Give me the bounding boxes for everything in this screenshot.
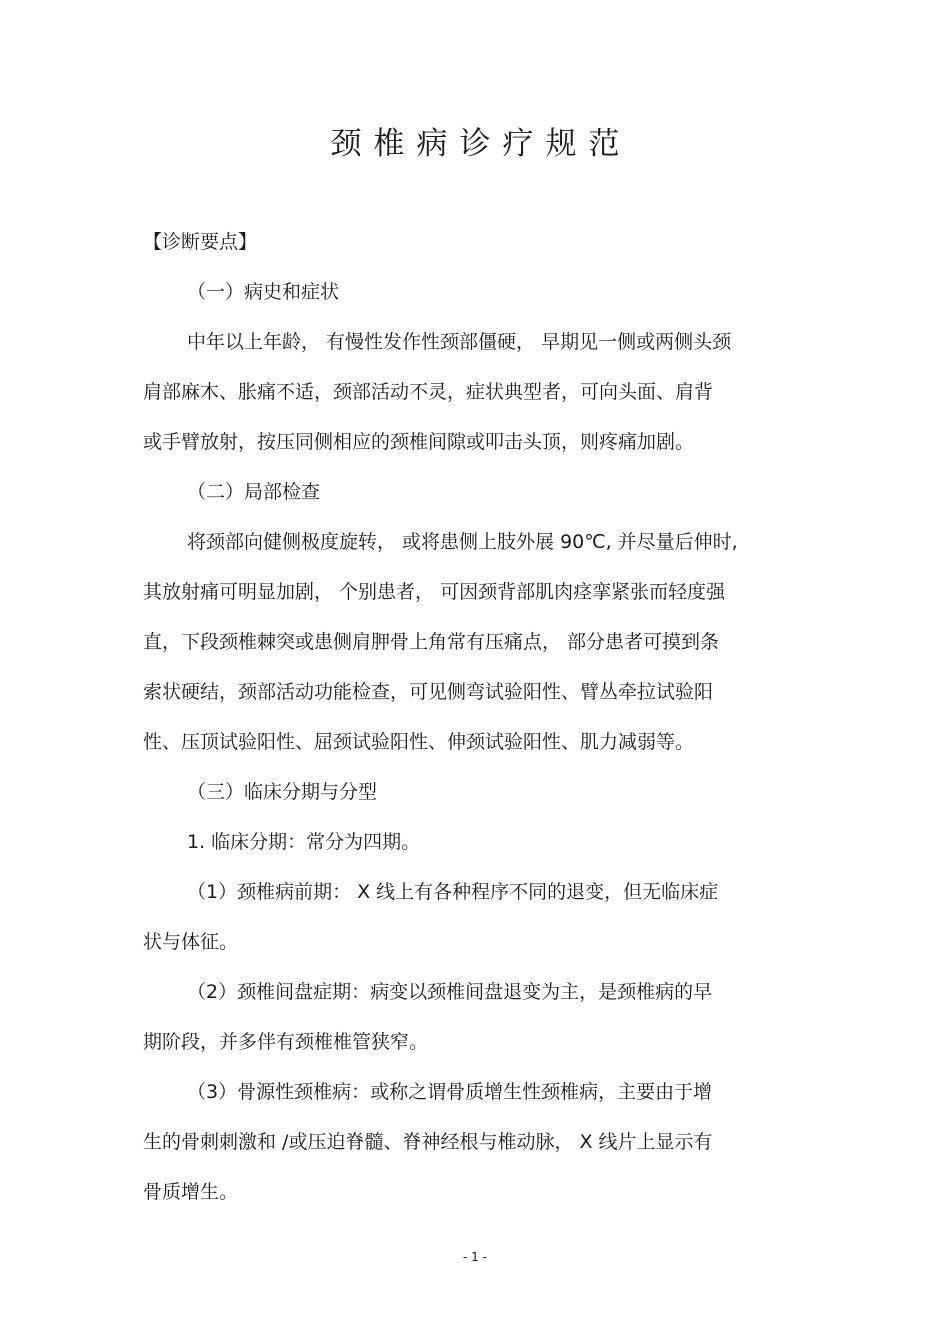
document-title: 颈椎病诊疗规范	[330, 126, 632, 162]
paragraph-line: 期阶段，并多伴有颈椎椎管狭窄。	[143, 1031, 429, 1053]
paragraph-line: （3）骨源性颈椎病：或称之谓骨质增生性颈椎病，主要由于增	[187, 1081, 713, 1103]
paragraph-line: 生的骨刺刺激和 /或压迫脊髓、脊神经根与椎动脉， X 线片上显示有	[143, 1131, 713, 1153]
paragraph-line: 骨质增生。	[143, 1181, 239, 1203]
section-heading-diagnosis: 【诊断要点】	[143, 231, 258, 253]
paragraph-line: 性、压顶试验阳性、屈颈试验阳性、伸颈试验阳性、肌力减弱等。	[143, 731, 695, 753]
subsection-heading-staging: （三）临床分期与分型	[187, 781, 378, 803]
staging-intro: 1. 临床分期：常分为四期。	[187, 831, 421, 853]
paragraph-line: 其放射痛可明显加剧， 个别患者， 可因颈背部肌肉痉挛紧张而轻度强	[143, 581, 726, 603]
paragraph-line: 肩部麻木、胀痛不适，颈部活动不灵，症状典型者，可向头面、肩背	[143, 381, 714, 403]
paragraph-line: 直，下段颈椎棘突或患侧肩胛骨上角常有压痛点， 部分患者可摸到条	[143, 631, 720, 653]
paragraph-line: 索状硬结，颈部活动功能检查，可见侧弯试验阳性、臂丛牵拉试验阳	[143, 681, 714, 703]
paragraph-line: 中年以上年龄， 有慢性发作性颈部僵硬， 早期见一侧或两侧头颈	[187, 331, 732, 353]
paragraph-line: 或手臂放射，按压同侧相应的颈椎间隙或叩击头顶，则疼痛加剧。	[143, 431, 695, 453]
page-number: - 1 -	[463, 1250, 487, 1264]
paragraph-line: （2）颈椎间盘症期：病变以颈椎间盘退变为主，是颈椎病的早	[187, 981, 713, 1003]
paragraph-line: （1）颈椎病前期： X 线上有各种程序不同的退变，但无临床症	[187, 881, 719, 903]
paragraph-line: 将颈部向健侧极度旋转， 或将患侧上肢外展 90℃, 并尽量后伸时,	[187, 531, 738, 553]
subsection-heading-exam: （二）局部检查	[187, 481, 321, 503]
subsection-heading-history: （一）病史和症状	[187, 281, 340, 303]
paragraph-line: 状与体征。	[143, 931, 239, 953]
